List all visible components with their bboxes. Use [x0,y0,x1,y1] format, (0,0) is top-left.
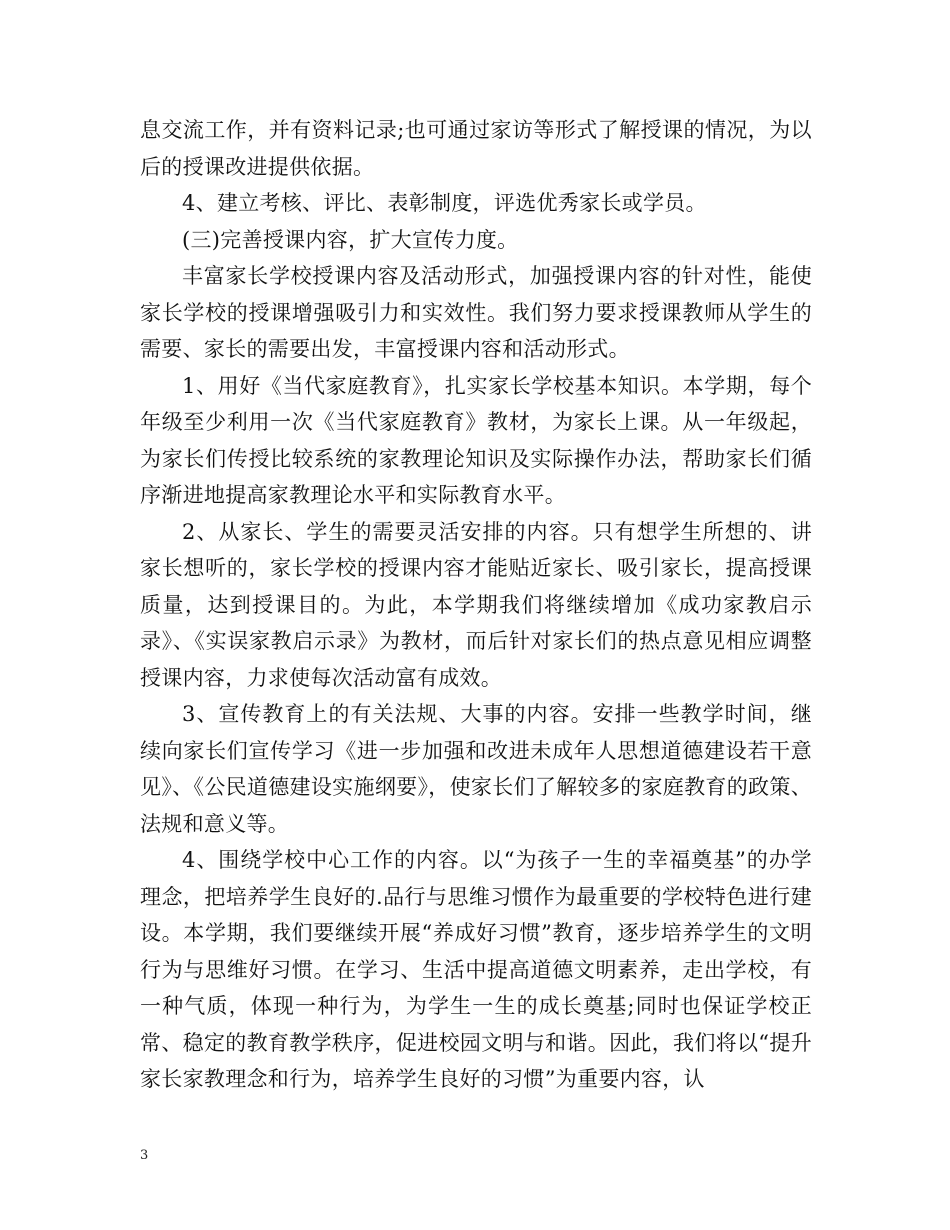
document-body [140,112,812,1098]
paragraph-item-2: 2、从家长、学生的需要灵活安排的内容。只有想学生所想的、讲家长想听的，家长学校的授课内容才能贴近家长、吸引家长，提高授课质量，达到授课目的。为此，本学期我们将继续增加《成功家教启示录》、《实误家教启示录》为教材，而后针对家长们的热点意见相应调整授课内容，力求使每次活动富有成效。 [140,519,812,690]
section-heading-3: (三)完善授课内容，扩大宣传力度。 [182,227,519,252]
paragraph-intro: 丰富家长学校授课内容及活动形式，加强授课内容的针对性，能使家长学校的授课增强吸引力和实效性。我们努力要求授课教师从学生的需要、家长的需要出发，丰富授课内容和活动形式。 [140,264,812,361]
paragraph-item-4: 4、围绕学校中心工作的内容。以“为孩子一生的幸福奠基”的办学理念，把培养学生良好的.品行与思维习惯作为最重要的学校特色进行建设。本学期，我们要继续开展“养成好习惯”教育，逐步培养学生的文明行为与思维好习惯。在学习、生活中提高道德文明素养，走出学校，有一种气质，体现一种行为，为学生一生的成长奠基;同时也保证学校正常、稳定的教育教学秩序，促进校园文明与和谐。因此，我们将以“提升家长家教理念和行为，培养学生良好的习惯”为重要内容，认 [140,848,812,1091]
paragraph-item-3: 3、宣传教育上的有关法规、大事的内容。安排一些教学时间，继续向家长们宣传学习《进一步加强和改进未成年人思想道德建设若干意见》、《公民道德建设实施纲要》，使家长们了解较多的家庭教育的政策、法规和意义等。 [140,702,812,836]
paragraph-item-1: 1、用好《当代家庭教育》，扎实家长学校基本知识。本学期，每个年级至少利用一次《当代家庭教育》教材，为家长上课。从一年级起，为家长们传授比较系统的家教理论知识及实际操作办法，帮助家长们循序渐进地提高家教理论水平和实际教育水平。 [140,373,812,507]
paragraph-item-4-assessment: 4、建立考核、评比、表彰制度，评选优秀家长或学员。 [182,191,707,215]
page-number: 3 [140,1148,149,1163]
paragraph-continuation: 息交流工作，并有资料记录;也可通过家访等形式了解授课的情况，为以后的授课改进提供依据。 [140,118,812,179]
